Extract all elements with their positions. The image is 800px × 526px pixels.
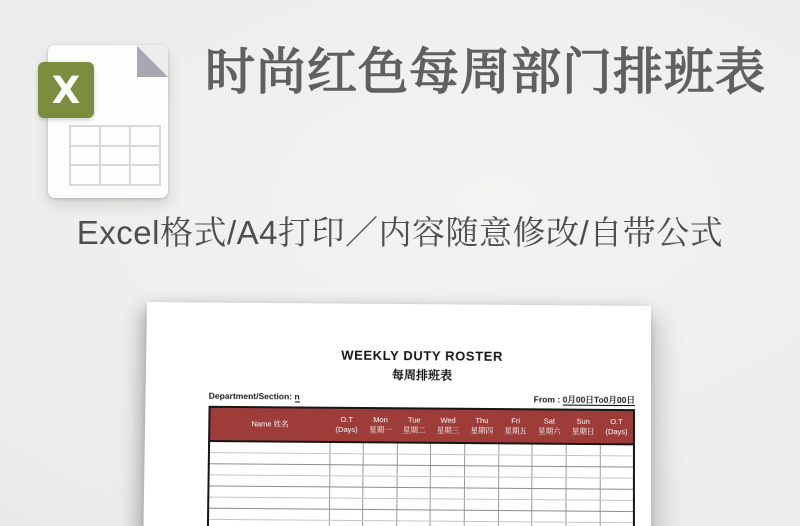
spreadsheet-grid-icon xyxy=(69,125,161,186)
col-header-line1: O.T xyxy=(610,416,623,427)
roster-empty-cell xyxy=(397,443,431,455)
roster-empty-cell xyxy=(209,453,330,465)
from-label: From : xyxy=(533,394,561,405)
roster-empty-cell xyxy=(208,475,329,487)
roster-empty-cell xyxy=(498,499,532,510)
roster-empty-cell xyxy=(430,521,464,526)
roster-empty-cell xyxy=(329,520,363,526)
col-header-ot-right xyxy=(600,410,634,445)
roster-body xyxy=(208,441,634,526)
roster-empty-cell xyxy=(532,477,566,488)
roster-empty-cell xyxy=(498,522,532,526)
col-header-line1: Mon xyxy=(373,414,388,425)
doc-grid-cell xyxy=(71,166,99,184)
roster-empty-cell xyxy=(600,511,634,522)
roster-empty-cell xyxy=(397,465,431,476)
col-header-fri xyxy=(499,409,533,444)
doc-grid-cell xyxy=(131,166,159,184)
folded-corner-icon xyxy=(137,46,168,77)
roster-empty-cell xyxy=(532,489,566,500)
roster-empty-cell xyxy=(600,500,634,511)
roster-empty-cell xyxy=(430,510,464,521)
roster-empty-cell xyxy=(600,522,634,526)
col-header-ot-left xyxy=(330,408,364,443)
roster-title-zh: 每周排班表 xyxy=(391,368,453,383)
roster-empty-cell xyxy=(363,498,397,509)
roster-empty-cell xyxy=(465,455,499,466)
roster-meta-row xyxy=(209,391,635,406)
col-header-line2: 星期日 xyxy=(571,426,595,437)
col-header-line2: 星期五 xyxy=(504,426,527,436)
roster-empty-cell xyxy=(465,466,499,477)
doc-grid-cell xyxy=(71,147,99,165)
page-title: 时尚红色每周部门排班表 xyxy=(205,44,766,100)
col-header-name xyxy=(209,407,330,442)
roster-empty-cell xyxy=(532,500,566,511)
roster-empty-cell xyxy=(498,488,532,499)
roster-empty-cell xyxy=(566,489,600,500)
roster-empty-cell xyxy=(532,466,566,477)
roster-empty-cell xyxy=(208,508,329,520)
doc-grid-cell xyxy=(131,127,159,145)
roster-empty-cell xyxy=(329,498,363,509)
roster-empty-cell xyxy=(532,444,566,456)
roster-empty-cell xyxy=(209,441,330,454)
doc-grid-cell xyxy=(131,147,159,165)
roster-empty-cell xyxy=(600,444,634,456)
roster-empty-cell xyxy=(397,487,431,498)
roster-empty-cell xyxy=(329,476,363,487)
roster-empty-cell xyxy=(431,499,465,510)
from-field xyxy=(534,393,635,406)
roster-empty-cell xyxy=(329,487,363,498)
department-value: n xyxy=(294,391,300,402)
roster-empty-cell xyxy=(363,476,397,487)
from-value: 0月00日To0月00日 xyxy=(562,394,635,406)
page-subtitle: Excel格式/A4打印／内容随意修改/自带公式 xyxy=(76,214,724,251)
roster-empty-cell xyxy=(465,443,499,455)
col-header-line2: 星期一 xyxy=(369,425,392,435)
roster-header-row xyxy=(209,407,634,445)
doc-grid-cell xyxy=(101,127,129,145)
roster-empty-cell xyxy=(498,466,532,477)
col-header-line1: Thu xyxy=(475,415,489,425)
roster-empty-cell xyxy=(431,443,465,455)
roster-empty-cell xyxy=(397,510,431,521)
spreadsheet-paper-preview xyxy=(139,302,651,526)
roster-empty-cell xyxy=(363,521,397,526)
roster-table xyxy=(207,406,635,526)
excel-file-icon xyxy=(48,45,168,198)
roster-empty-cell xyxy=(566,522,600,526)
sheet-content xyxy=(207,303,635,526)
col-header-line2: 星期三 xyxy=(436,425,460,435)
roster-empty-cell xyxy=(566,455,600,466)
roster-empty-cell xyxy=(600,456,634,467)
roster-empty-cell xyxy=(329,465,363,476)
department-field xyxy=(209,391,300,404)
roster-empty-cell xyxy=(498,477,532,488)
col-header-thu xyxy=(465,409,499,444)
roster-empty-cell xyxy=(600,489,634,500)
roster-empty-cell xyxy=(600,478,634,489)
roster-empty-cell xyxy=(431,454,465,465)
col-header-sun xyxy=(566,410,600,445)
roster-empty-cell xyxy=(465,488,499,499)
col-header-wed xyxy=(431,409,465,444)
col-header-line2: 星期六 xyxy=(538,426,561,436)
roster-empty-cell xyxy=(209,464,330,476)
roster-empty-cell xyxy=(208,497,329,509)
roster-empty-cell xyxy=(329,454,363,465)
roster-empty-cell xyxy=(532,455,566,466)
roster-empty-cell xyxy=(464,510,498,521)
roster-empty-cell xyxy=(566,478,600,489)
roster-empty-cell xyxy=(397,476,431,487)
roster-empty-cell xyxy=(363,487,397,498)
excel-x-letter: X xyxy=(51,68,81,112)
col-header-sat xyxy=(532,409,566,444)
roster-empty-cell xyxy=(600,467,634,478)
roster-empty-cell xyxy=(208,519,329,526)
roster-empty-cell xyxy=(499,443,533,455)
doc-grid-cell xyxy=(101,166,129,184)
col-header-line1: O.T xyxy=(340,414,354,424)
roster-empty-cell xyxy=(431,488,465,499)
col-header-line1: Wed xyxy=(440,415,456,425)
col-header-tue xyxy=(397,408,431,443)
roster-title-en: WEEKLY DUTY ROSTER xyxy=(341,347,504,364)
doc-grid-cell xyxy=(71,127,99,145)
roster-empty-cell xyxy=(397,521,431,526)
roster-empty-cell xyxy=(465,477,499,488)
col-header-line1: Sun xyxy=(576,416,590,426)
roster-empty-cell xyxy=(431,465,465,476)
roster-empty-cell xyxy=(464,499,498,510)
col-header-line2: (Days) xyxy=(335,424,358,435)
roster-empty-cell xyxy=(532,522,566,526)
col-header-line1: Name 姓名 xyxy=(251,419,289,429)
roster-empty-cell xyxy=(566,467,600,478)
col-header-line2: (Days) xyxy=(605,427,628,437)
roster-empty-cell xyxy=(431,477,465,488)
col-header-line2: 星期二 xyxy=(402,425,426,435)
roster-empty-cell xyxy=(363,442,397,454)
col-header-line1: Sat xyxy=(543,416,556,426)
roster-empty-cell xyxy=(532,511,566,522)
excel-x-badge xyxy=(38,62,94,118)
roster-empty-cell xyxy=(397,499,431,510)
roster-empty-cell xyxy=(363,509,397,520)
roster-empty-cell xyxy=(498,511,532,522)
col-header-line2: 星期四 xyxy=(470,425,494,436)
col-header-mon xyxy=(363,408,397,443)
roster-empty-cell xyxy=(464,521,498,526)
roster-empty-cell xyxy=(329,442,363,454)
roster-empty-cell xyxy=(499,455,533,466)
roster-empty-cell xyxy=(566,444,600,456)
roster-empty-cell xyxy=(363,465,397,476)
roster-empty-cell xyxy=(208,486,329,498)
doc-grid-cell xyxy=(101,147,129,165)
roster-empty-cell xyxy=(397,454,431,465)
roster-empty-cell xyxy=(329,509,363,520)
department-label: Department/Section: xyxy=(208,390,293,402)
roster-empty-cell xyxy=(566,511,600,522)
roster-empty-cell xyxy=(566,500,600,511)
roster-empty-cell xyxy=(363,454,397,465)
col-header-line1: Tue xyxy=(407,415,421,425)
col-header-line1: Fri xyxy=(511,416,521,426)
